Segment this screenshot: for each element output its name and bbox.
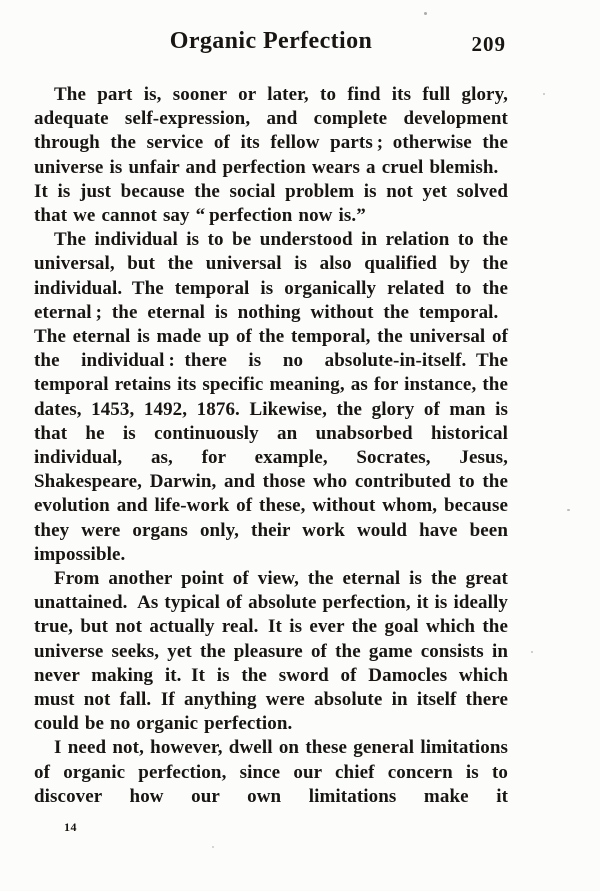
running-head xyxy=(34,28,508,60)
page-title: Organic Perfection xyxy=(169,28,373,54)
printers-signature-mark: 14 xyxy=(64,820,77,834)
scan-speck xyxy=(543,93,545,95)
scan-speck xyxy=(531,651,533,653)
body-text xyxy=(34,83,508,809)
paragraph-3: From another point of view, the eternal is the great unattained. As typical of absolute perfection, it is ideally true, but not actually real. It is ever the goal which the universe seeks, yet the pleasure of the game consists in never making it. It is the sword of Damocles which must not fall. If anything were absolute in itself there could be no organic perfection. xyxy=(34,568,508,735)
scan-speck xyxy=(212,846,214,848)
scan-speck xyxy=(424,12,427,15)
scan-speck xyxy=(567,509,570,511)
paragraph-2: The individual is to be understood in relation to the universal, but the universal is also qualified by the individual. The temporal is organically related to the eternal ; the eternal is nothing without the temporal. The eternal is made up of the temporal, the universal of the individual : there is no absolute-in-itself. The temporal retains its specific meaning, as for instance, the dates, 1453, 1492, 1876. Likewise, the glory of man is that he is continuously an unabsorbed historical individual, as, for example, Socrates, Jesus, Shakespeare, Darwin, and those who contributed to the evolution and life-work of these, without whom, because they were organs only, their work would have been impossible. xyxy=(34,229,508,565)
paragraph-4: I need not, however, dwell on these general limitations of organic perfection, since our chief concern is to discover how our own limitations make it xyxy=(34,737,508,807)
paragraph-1: The part is, sooner or later, to find its full glory, adequate self-expression, and complete development through the service of its fellow parts ; otherwise the universe is unfair and perfection wears a cruel blemish. It is just because the social problem is not yet solved that we cannot say “ perfection now is.” xyxy=(34,84,508,227)
page-number: 209 xyxy=(471,32,506,56)
